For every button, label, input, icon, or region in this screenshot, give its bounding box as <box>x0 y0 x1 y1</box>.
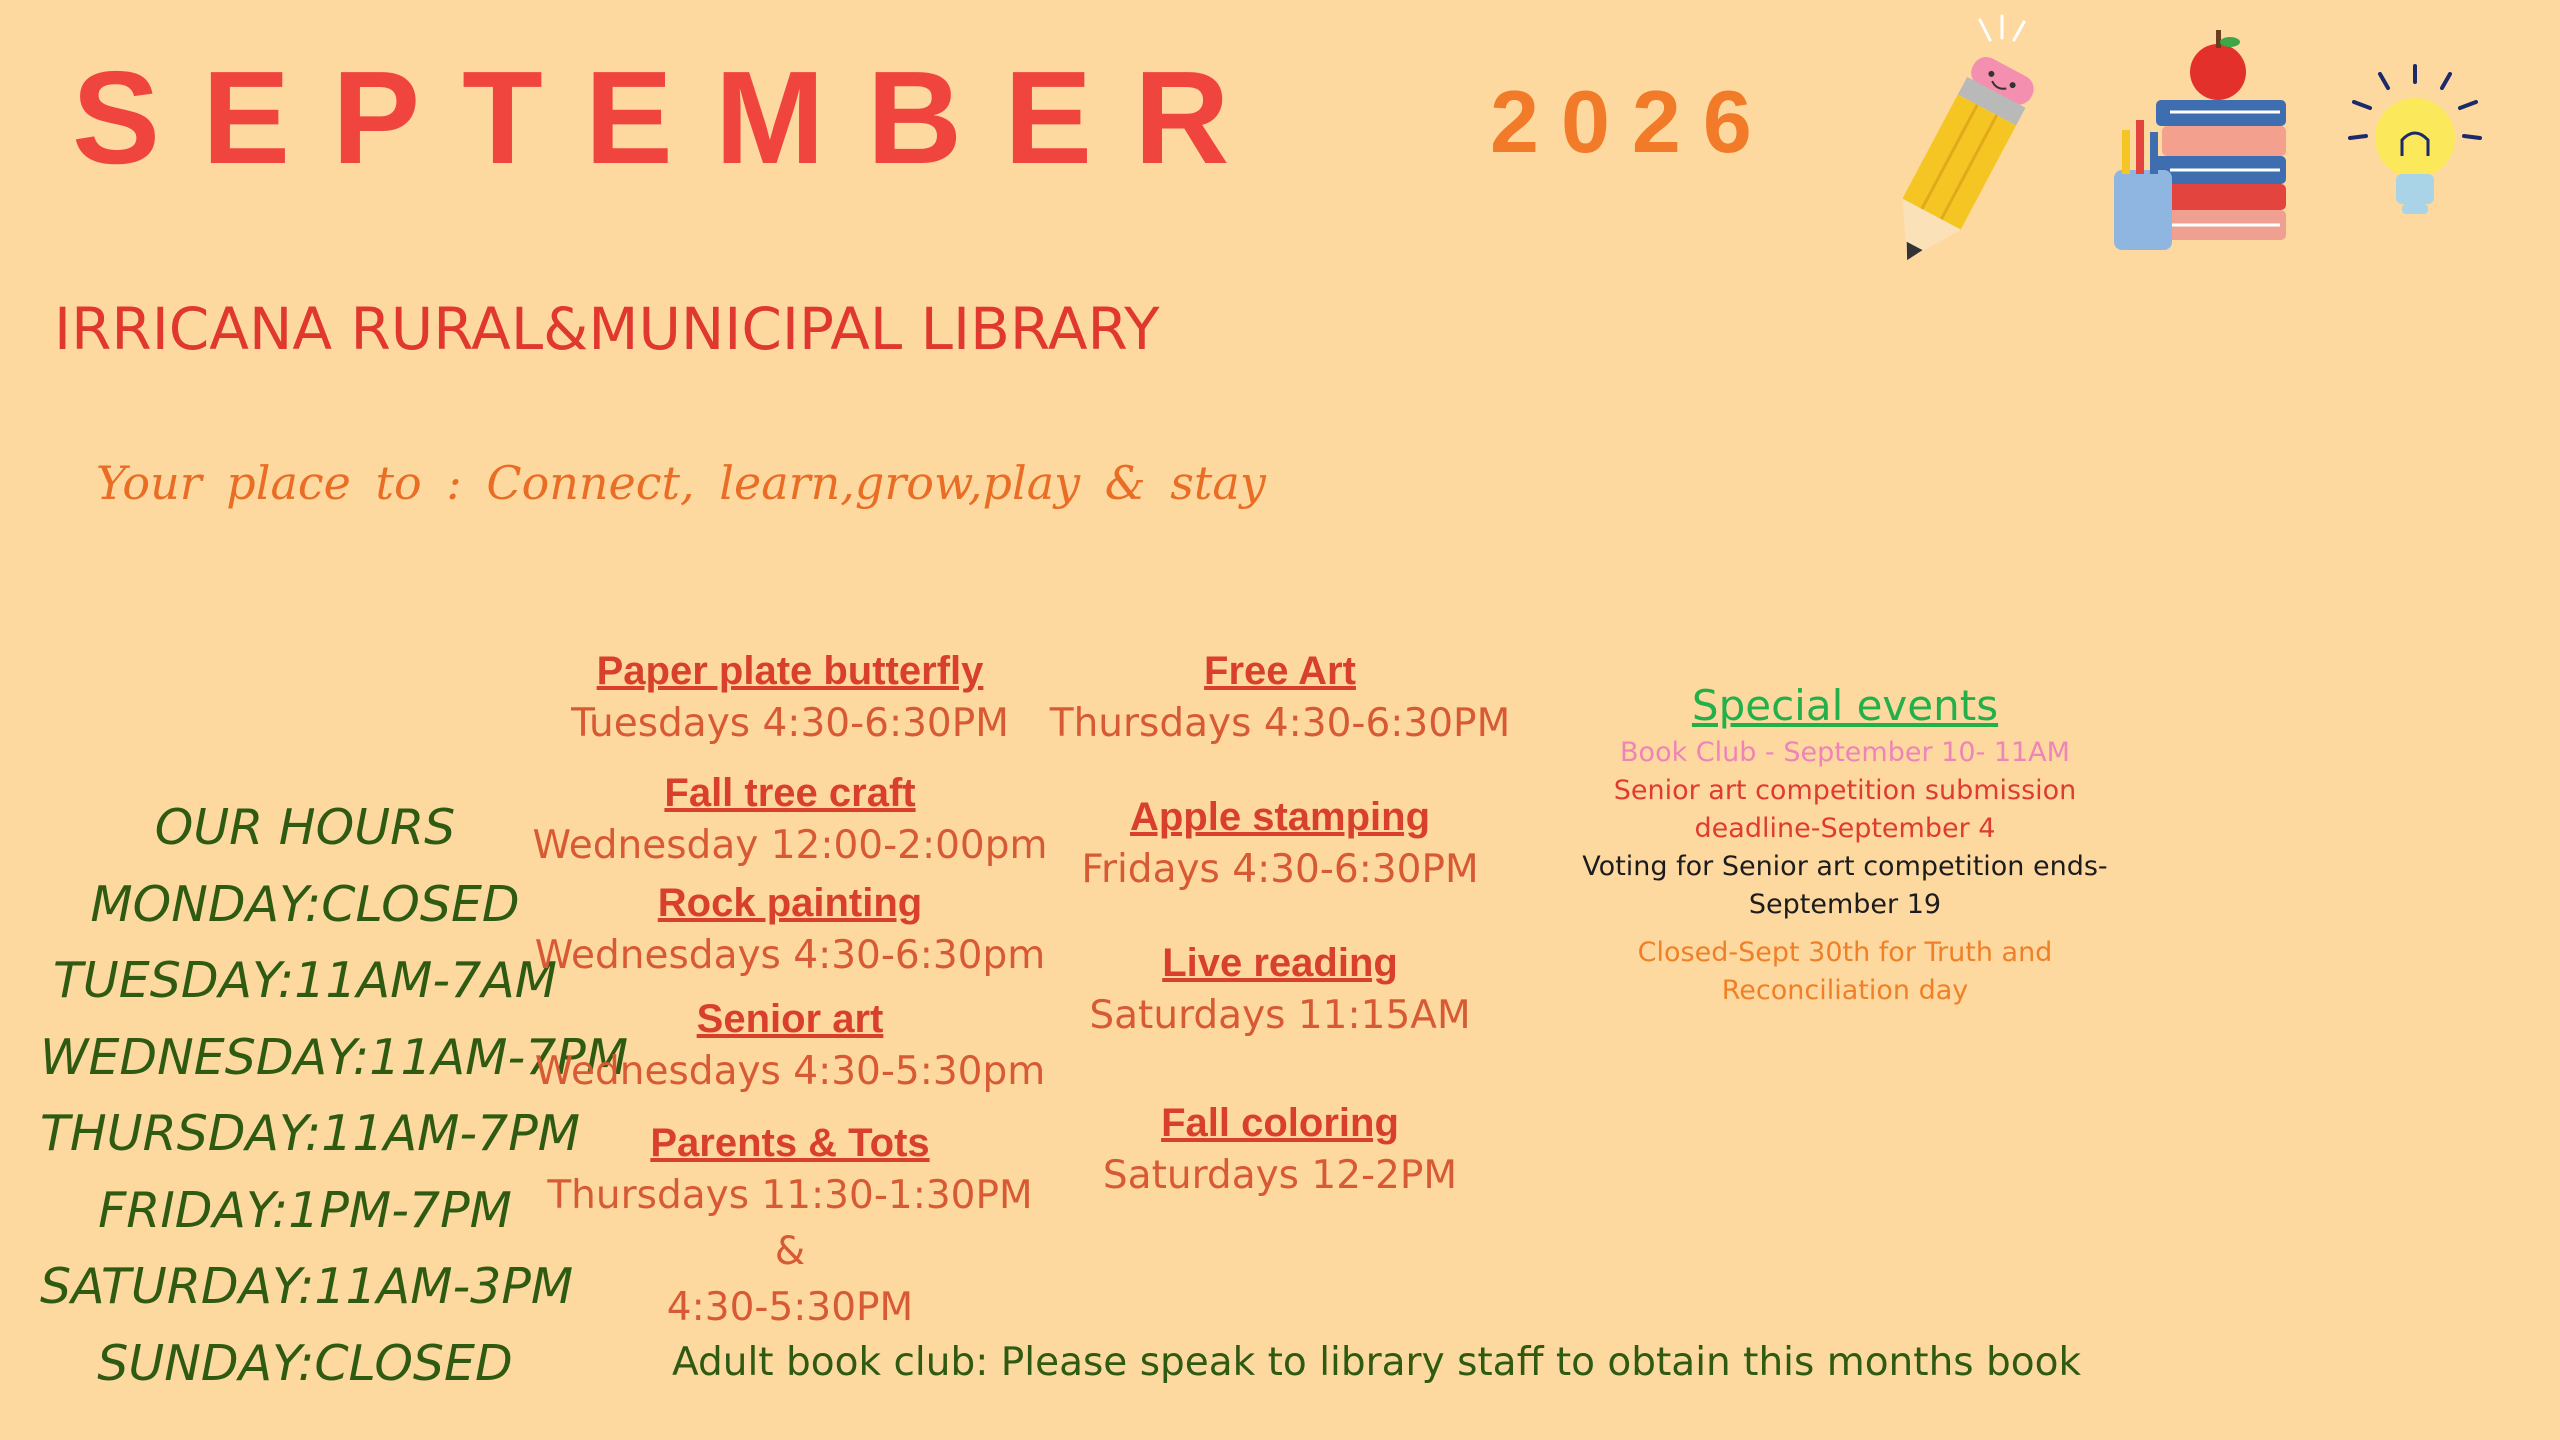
hours-friday: FRIDAY:1PM-7PM <box>98 1181 512 1239</box>
activity-title: Senior art <box>696 997 884 1041</box>
books-with-apple-icon <box>2100 20 2300 260</box>
activity-paper-plate-butterfly <box>510 646 1070 752</box>
activity-fall-tree-craft <box>510 768 1070 874</box>
pencil-icon <box>1840 10 2070 270</box>
activity-senior-art <box>510 994 1070 1100</box>
activity-title: Apple stamping <box>1129 795 1431 839</box>
footer-note: Adult book club: Please speak to library staff to obtain this months book <box>672 1340 2082 1385</box>
event-voting-ends: Voting for Senior art competition ends- <box>1582 851 2108 882</box>
month-title: SEPTEMBER <box>72 44 1272 191</box>
hours-wednesday: WEDNESDAY:11AM-7PM <box>40 1028 629 1086</box>
year-title: 2026 <box>1490 72 1774 171</box>
activity-time: Thursdays 11:30-1:30PM <box>547 1173 1033 1218</box>
activity-title: Rock painting <box>657 881 923 925</box>
event-closed: Closed-Sept 30th for Truth and <box>1637 937 2053 968</box>
event-senior-art-deadline: deadline-September 4 <box>1694 813 1996 844</box>
activity-time: Wednesday 12:00-2:00pm <box>532 823 1048 868</box>
activity-free-art <box>1000 646 1560 752</box>
event-voting-date: September 19 <box>1748 889 1942 920</box>
hours-section <box>40 790 629 1402</box>
library-name: IRRICANA RURAL&MUNICIPAL LIBRARY <box>54 295 1160 363</box>
activity-title: Fall coloring <box>1161 1101 1399 1145</box>
special-events-title: Special events <box>1691 681 1999 730</box>
hours-tuesday: TUESDAY:11AM-7AM <box>52 952 558 1009</box>
event-closed-reason: Reconciliation day <box>1721 975 1969 1006</box>
activity-title: Parents & Tots <box>650 1121 930 1165</box>
activity-time: Wednesdays 4:30-6:30pm <box>534 933 1046 978</box>
event-book-club: Book Club - September 10- 11AM <box>1620 737 2070 768</box>
event-senior-art-submission: Senior art competition submission <box>1613 775 2077 806</box>
hours-monday: MONDAY:CLOSED <box>90 875 520 933</box>
activity-time: Wednesdays 4:30-5:30pm <box>534 1049 1046 1094</box>
activity-title: Fall tree craft <box>664 771 916 815</box>
activity-time: Fridays 4:30-6:30PM <box>1081 847 1479 892</box>
activity-live-reading <box>1000 938 1560 1044</box>
lightbulb-icon <box>2340 60 2490 230</box>
activity-title: Free Art <box>1204 649 1356 693</box>
activity-title: Paper plate butterfly <box>596 649 984 693</box>
hours-title: OUR HOURS <box>154 799 456 856</box>
hours-sunday: SUNDAY:CLOSED <box>97 1334 513 1392</box>
activity-time: Saturdays 12-2PM <box>1102 1153 1458 1198</box>
tagline: Your place to : Connect, learn,grow,play & stay <box>96 456 1266 510</box>
hours-thursday: THURSDAY:11AM-7PM <box>40 1105 581 1162</box>
special-events <box>1540 678 2150 1010</box>
activity-time-extra: 4:30-5:30PM <box>666 1285 914 1330</box>
hours-saturday: SATURDAY:11AM-3PM <box>40 1258 574 1315</box>
activity-parents-and-tots <box>510 1118 1070 1336</box>
activity-title: Live reading <box>1162 941 1398 985</box>
activity-time: Thursdays 4:30-6:30PM <box>1049 701 1511 746</box>
activity-time: Tuesdays 4:30-6:30PM <box>571 701 1009 746</box>
activity-time: Saturdays 11:15AM <box>1089 993 1471 1038</box>
activity-rock-painting <box>510 878 1070 984</box>
activity-apple-stamping <box>1000 792 1560 898</box>
activity-fall-coloring <box>1000 1098 1560 1204</box>
activity-time-and: & <box>774 1229 806 1274</box>
